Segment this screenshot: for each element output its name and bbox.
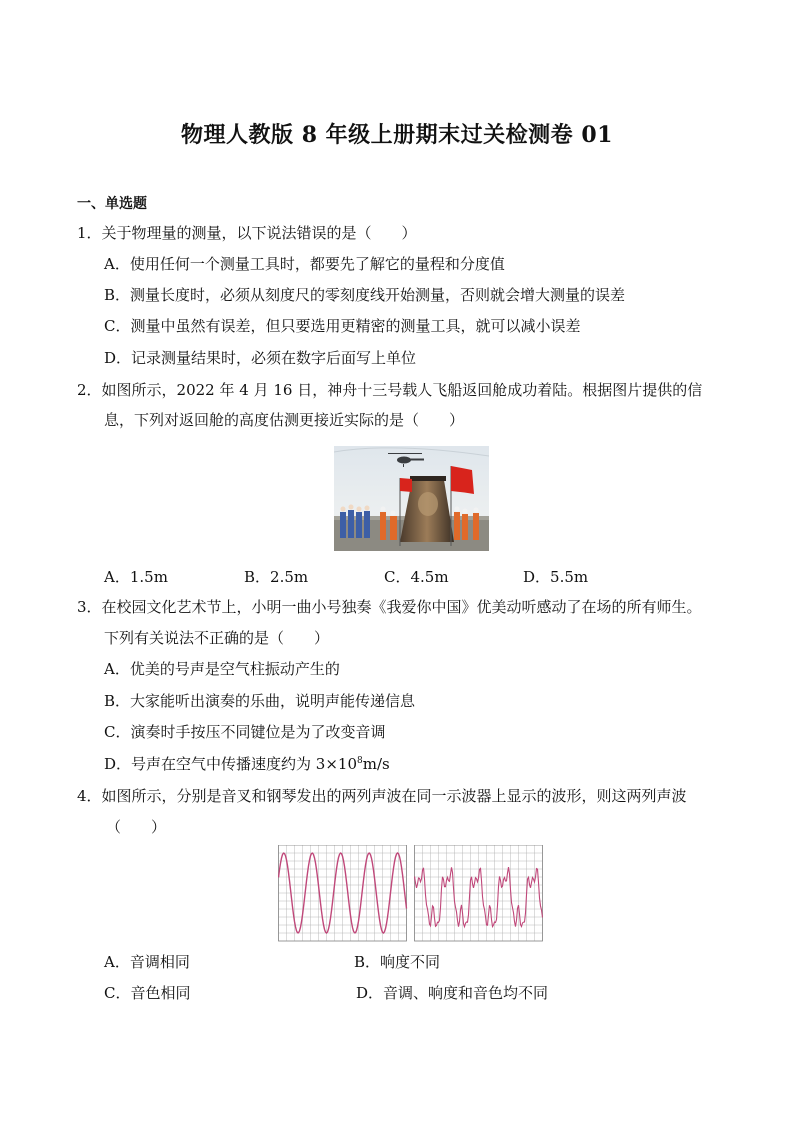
waveform-grid-tuning-fork xyxy=(279,845,407,941)
question-4-option-a: A．音调相同 xyxy=(104,953,190,971)
question-3-option-a: A．优美的号声是空气柱振动产生的 xyxy=(104,660,340,678)
question-2-option-d: D．5.5m xyxy=(523,568,589,586)
oscilloscope-waveforms xyxy=(278,845,544,942)
question-3-option-d-text: D．号声在空气中传播速度约为 3×10 xyxy=(104,755,357,773)
question-4-stem: 4．如图所示，分别是音叉和钢琴发出的两列声波在同一示波器上显示的波形，则这两列声波 xyxy=(77,787,687,805)
question-3-option-d-exponent: 8 xyxy=(357,756,363,766)
page-title: 物理人教版 8 年级上册期末过关检测卷 01 xyxy=(181,122,613,148)
question-1-option-b: B．测量长度时，必须从刻度尺的零刻度线开始测量，否则就会增大测量的误差 xyxy=(104,286,626,304)
question-2-option-c: C．4.5m xyxy=(384,568,449,586)
question-3-option-b: B．大家能听出演奏的乐曲，说明声能传递信息 xyxy=(104,692,416,710)
question-3-stem-cont: 下列有关说法不正确的是（ ） xyxy=(104,629,330,647)
question-4-option-d: D．音调、响度和音色均不同 xyxy=(356,984,549,1002)
section-heading: 一、单选题 xyxy=(77,196,147,212)
question-2-option-a: A．1.5m xyxy=(104,568,168,586)
question-1-option-c: C．测量中虽然有误差，但只要选用更精密的测量工具，就可以减小误差 xyxy=(104,317,581,335)
question-1-option-a: A．使用任何一个测量工具时，都要先了解它的量程和分度值 xyxy=(104,255,505,273)
question-3-option-d-unit: m/s xyxy=(362,755,390,773)
question-4-option-c: C．音色相同 xyxy=(104,984,191,1002)
capsule-landing-photo xyxy=(334,446,489,551)
question-1-option-d: D．记录测量结果时，必须在数字后面写上单位 xyxy=(104,349,417,367)
question-1-stem: 1．关于物理量的测量，以下说法错误的是（ ） xyxy=(77,224,417,242)
question-4-option-b: B．响度不同 xyxy=(354,953,441,971)
waveform-grid-piano xyxy=(415,845,543,941)
question-3-stem: 3．在校园文化艺术节上，小明一曲小号独奏《我爱你中国》优美动听感动了在场的所有师生。 xyxy=(77,598,702,616)
question-2-option-b: B．2.5m xyxy=(244,568,309,586)
question-2-stem: 2．如图所示，2022 年 4 月 16 日，神舟十三号载人飞船返回舱成功着陆。根据图片提供的信 xyxy=(77,381,703,399)
question-2-stem-cont: 息，下列对返回舱的高度估测更接近实际的是（ ） xyxy=(104,411,465,429)
question-4-stem-cont: （ ） xyxy=(106,818,167,836)
question-3-option-d xyxy=(104,754,390,774)
question-3-option-c: C．演奏时手按压不同键位是为了改变音调 xyxy=(104,723,386,741)
